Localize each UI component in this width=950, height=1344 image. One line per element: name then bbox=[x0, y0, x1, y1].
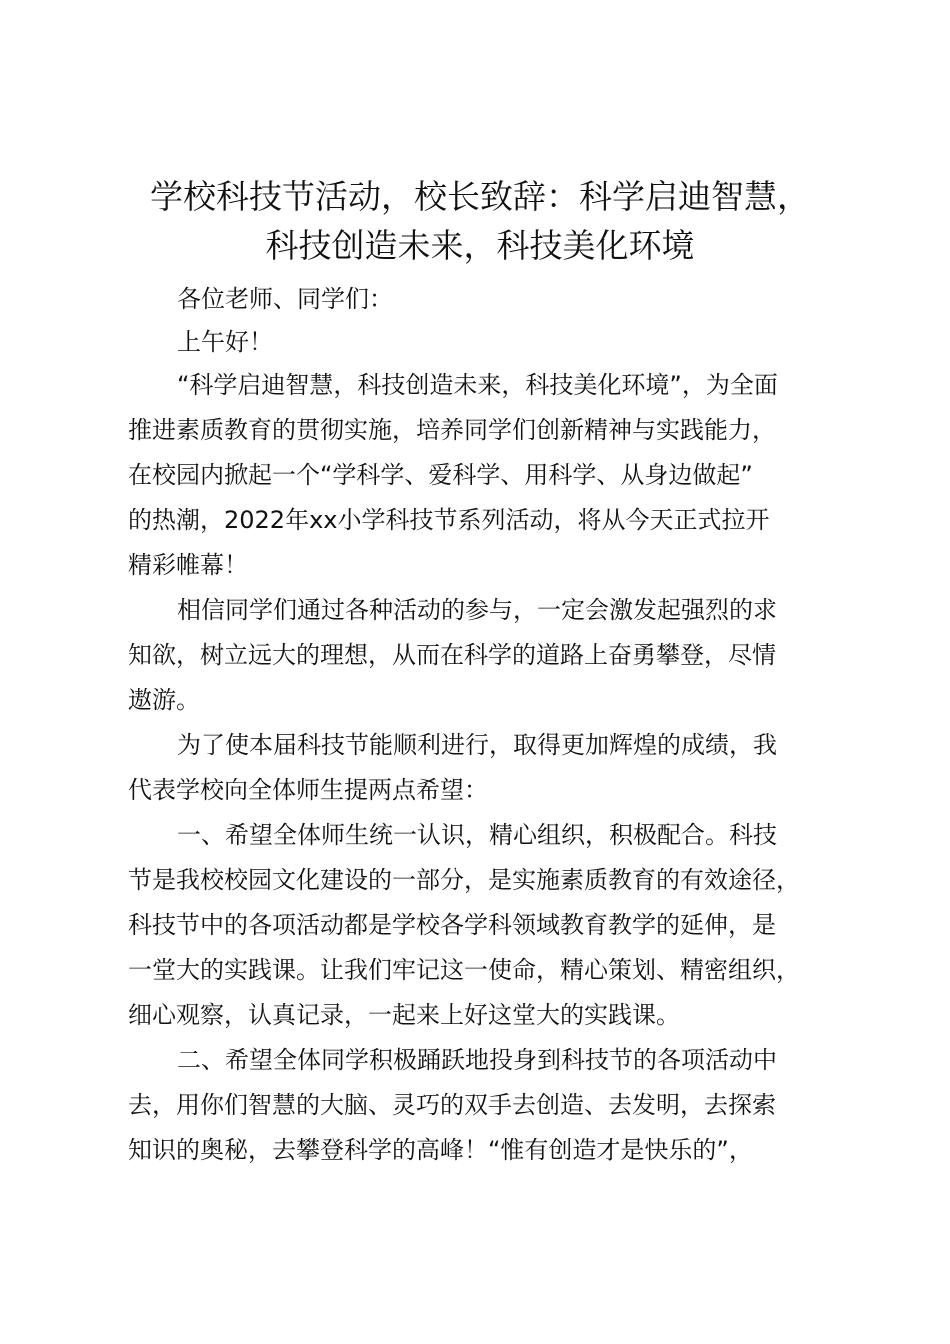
paragraph-line: 一堂大的实践课。让我们牢记这一使命，精心策划、精密组织， bbox=[128, 956, 800, 984]
paragraph-line: 去，用你们智慧的大脑、灵巧的双手去创造、去发明，去探索 bbox=[128, 1091, 776, 1119]
salutation: 上午好！ bbox=[177, 328, 273, 356]
paragraph-line: 知识的奥秘，去攀登科学的高峰！“惟有创造才是快乐的”， bbox=[128, 1136, 753, 1164]
paragraph-line: 代表学校向全体师生提两点希望： bbox=[128, 776, 488, 804]
paragraph-line: “科学启迪智慧，科技创造未来，科技美化环境”，为全面 bbox=[177, 371, 778, 399]
paragraph-line: 在校园内掀起一个“学科学、爱科学、用科学、从身边做起” bbox=[128, 461, 753, 489]
greeting: 各位老师、同学们： bbox=[177, 285, 393, 313]
paragraph-line: 为了使本届科技节能顺利进行，取得更加辉煌的成绩，我 bbox=[177, 731, 777, 759]
document-title-line-2: 科技创造未来，科技美化环境 bbox=[265, 226, 695, 265]
paragraph-line: 科技节中的各项活动都是学校各学科领域教育教学的延伸，是 bbox=[128, 911, 776, 939]
paragraph-line: 遨游。 bbox=[128, 686, 200, 714]
paragraph-line: 推进素质教育的贯彻实施，培养同学们创新精神与实践能力， bbox=[128, 416, 776, 444]
paragraph-line: 的热潮，2022年xx小学科技节系列活动，将从今天正式拉开 bbox=[128, 506, 770, 534]
paragraph-line: 二、希望全体同学积极踊跃地投身到科技节的各项活动中 bbox=[177, 1046, 777, 1074]
paragraph-line: 精彩帷幕！ bbox=[128, 551, 248, 579]
document-title-line-1: 学校科技节活动，校长致辞：科学启迪智慧， bbox=[150, 177, 810, 216]
paragraph-line: 知欲，树立远大的理想，从而在科学的道路上奋勇攀登，尽情 bbox=[128, 641, 776, 669]
paragraph-line: 一、希望全体师生统一认识，精心组织，积极配合。科技 bbox=[177, 821, 777, 849]
paragraph-line: 细心观察，认真记录，一起来上好这堂大的实践课。 bbox=[128, 1001, 680, 1029]
paragraph-line: 节是我校校园文化建设的一部分，是实施素质教育的有效途径， bbox=[128, 866, 800, 894]
paragraph-line: 相信同学们通过各种活动的参与，一定会激发起强烈的求 bbox=[177, 596, 777, 624]
